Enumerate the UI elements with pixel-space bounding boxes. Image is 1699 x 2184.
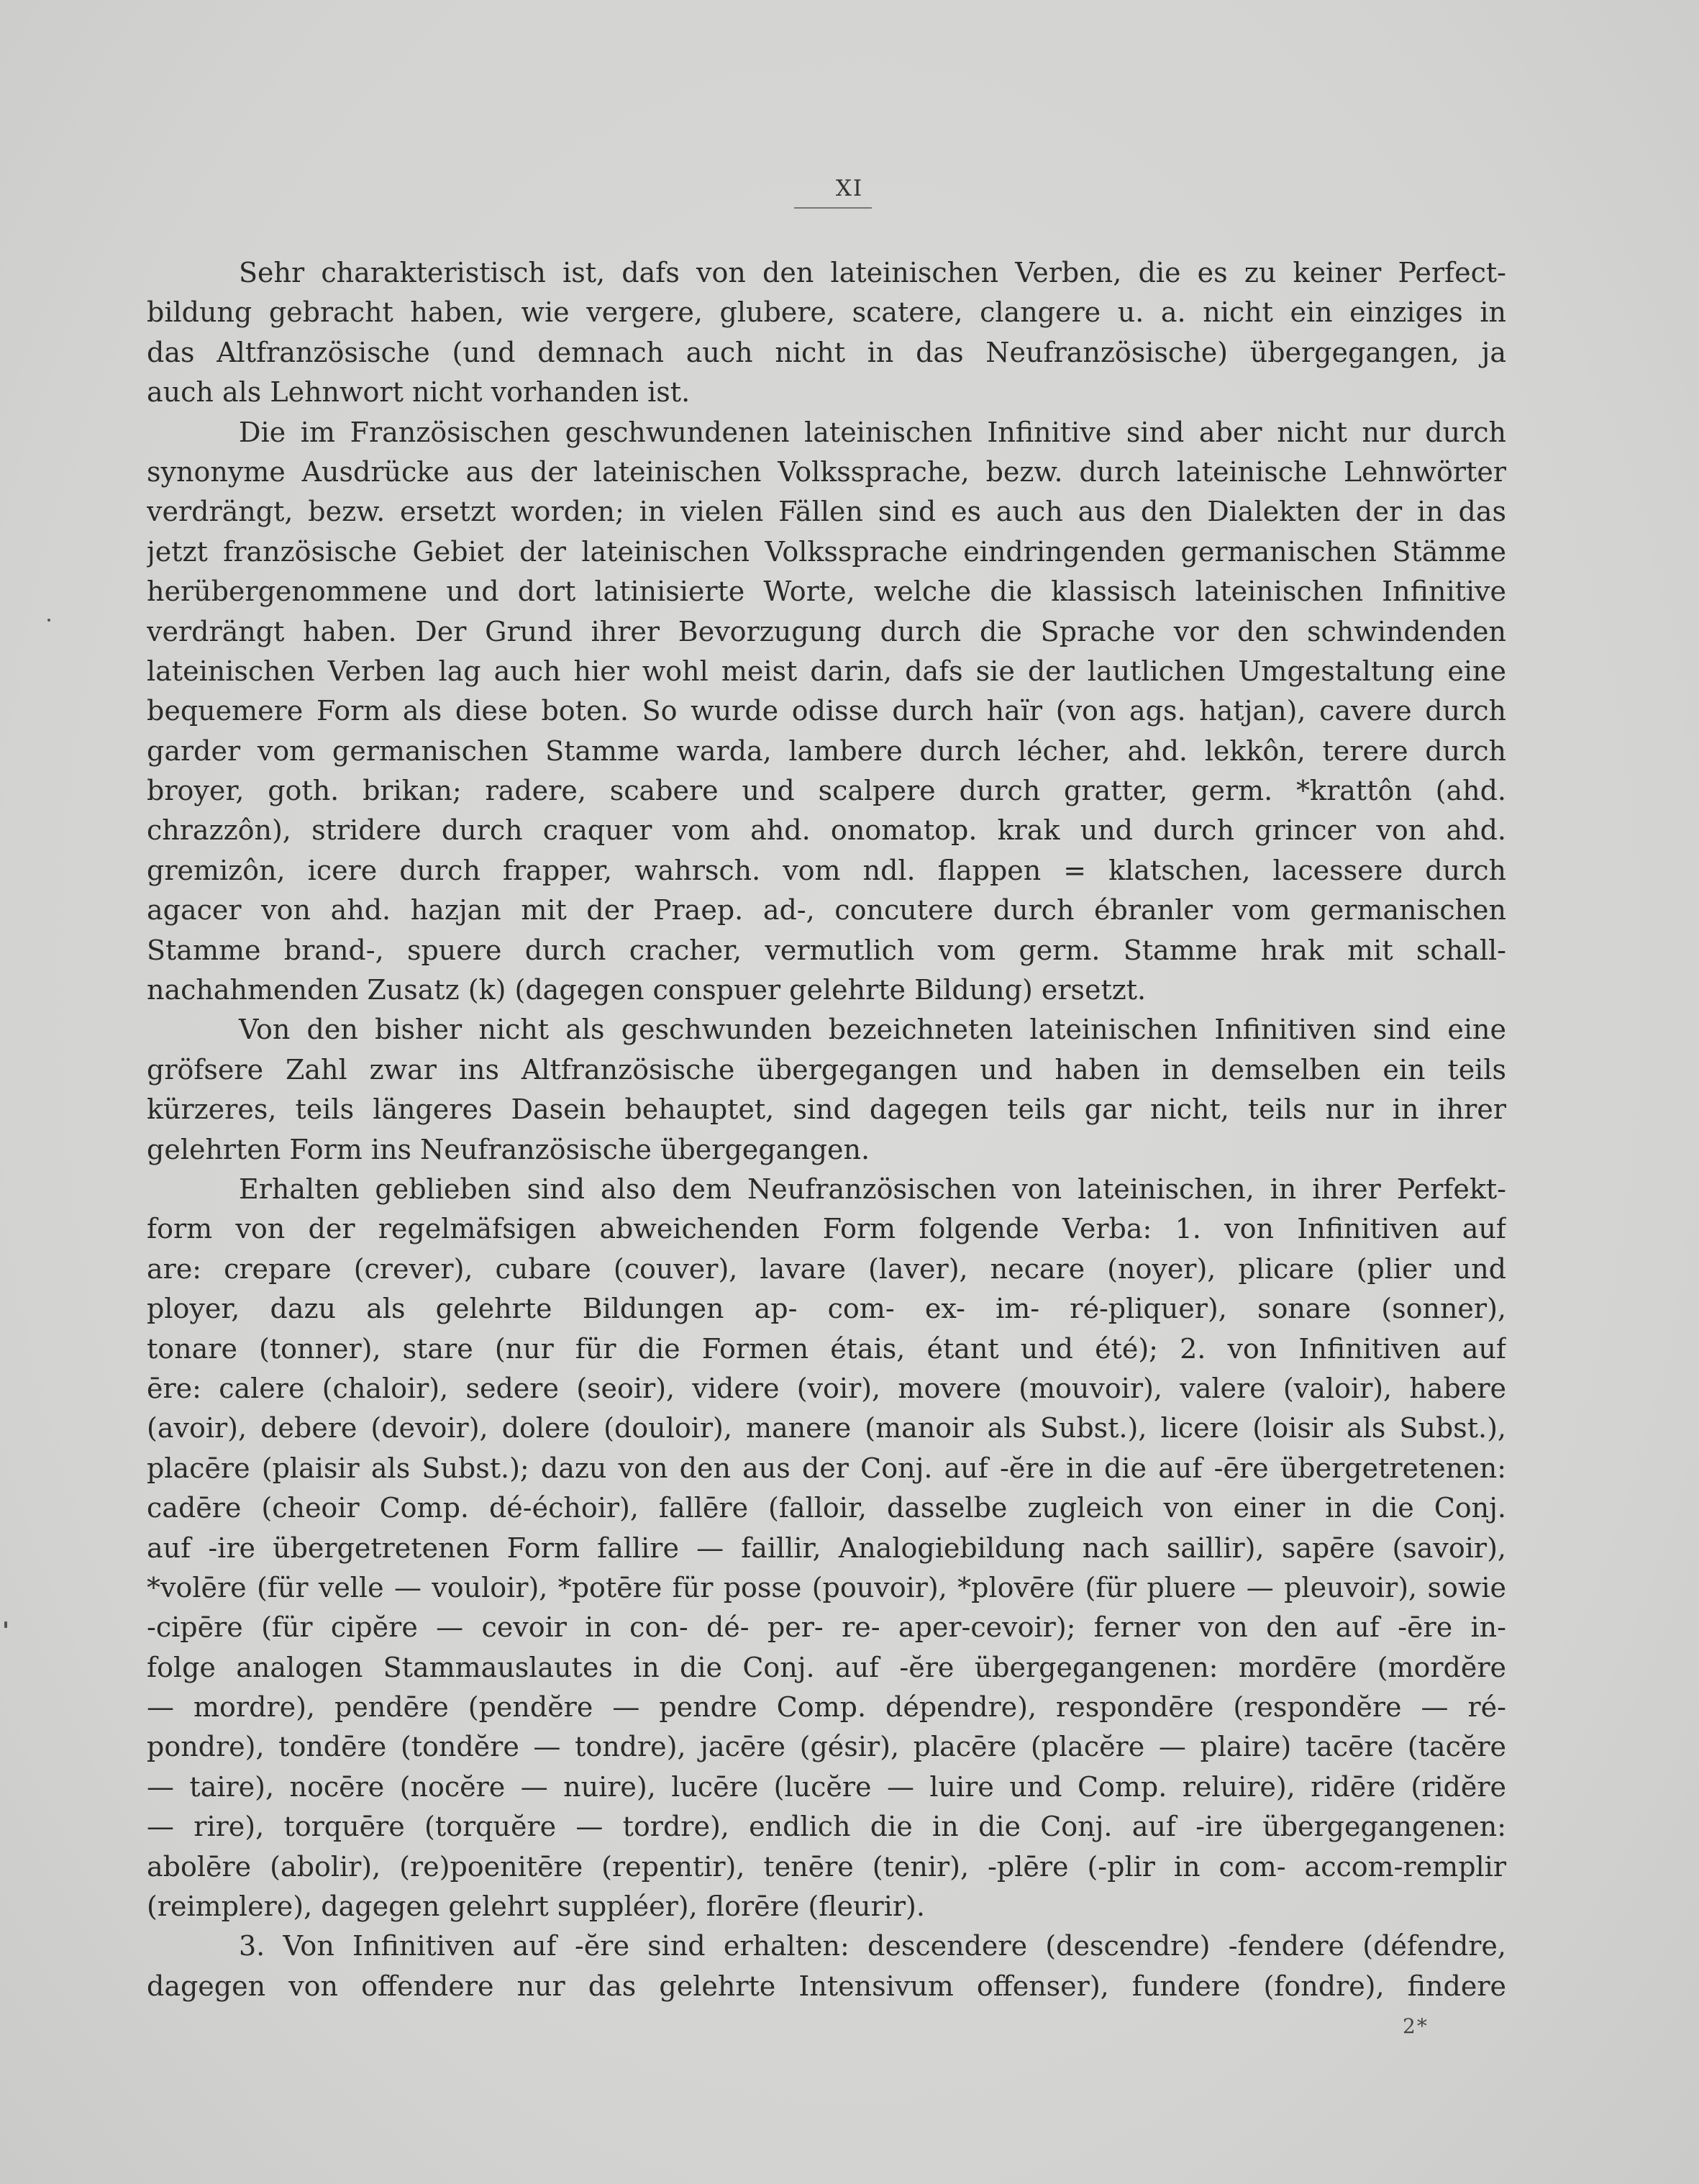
text-line: verdrängt haben. Der Grund ihrer Bevorzugung durch die Sprache vor den schwindenden xyxy=(147,615,1506,647)
text-line: tonare (tonner), stare (nur für die Formen étais, étant und été); 2. von Infinitiven auf xyxy=(147,1332,1506,1365)
scan-speck xyxy=(4,1621,7,1628)
text-line: abolēre (abolir), (re)poenitēre (repentir), tenēre (tenir), -plēre (-plir in com- accom-remplir xyxy=(147,1850,1506,1883)
text-line: verdrängt, bezw. ersetzt worden; in vielen Fällen sind es auch aus den Dialekten der in das xyxy=(147,496,1506,528)
text-line: Stamme brand-, spuere durch cracher, vermutlich vom germ. Stamme hrak mit schall- xyxy=(147,934,1506,966)
text-line: ployer, dazu als gelehrte Bildungen ap- com- ex- im- ré-pliquer), sonare (sonner), xyxy=(147,1293,1506,1325)
text-line: herübergenommene und dort latinisierte Worte, welche die klassisch lateinischen Infinitive xyxy=(147,575,1506,608)
text-line: broyer, goth. brikan; radere, scabere und scalpere durch gratter, germ. *krattôn (ahd. xyxy=(147,775,1506,807)
text-line: form von der regelmäfsigen abweichenden Form folgende Verba: 1. von Infinitiven auf xyxy=(147,1213,1506,1245)
text-line: placēre (plaisir als Subst.); dazu von den aus der Conj. auf -ĕre in die auf -ēre übergetretenen: xyxy=(147,1452,1506,1484)
text-line: Von den bisher nicht als geschwunden bezeichneten lateinischen Infinitiven sind eine xyxy=(239,1014,1506,1046)
body-text xyxy=(147,253,1506,2006)
text-line: das Altfranzösische (und demnach auch nicht in das Neufranzösische) übergegangen, ja xyxy=(147,336,1506,368)
text-line: gröfsere Zahl zwar ins Altfranzösische übergegangen und haben in demselben ein teils xyxy=(147,1053,1506,1086)
scan-speck xyxy=(47,619,50,622)
text-line: chrazzôn), stridere durch craquer vom ahd. onomatop. krak und durch grincer von ahd. xyxy=(147,814,1506,847)
text-line: kürzeres, teils längeres Dasein behauptet, sind dagegen teils gar nicht, teils nur in ihrer xyxy=(147,1093,1506,1126)
paragraph-3 xyxy=(147,1010,1506,1170)
text-line: -cipēre (für cipĕre — cevoir in con- dé- per- re- aper-cevoir); ferner von den auf -ēre in- xyxy=(147,1611,1506,1644)
paragraph-1 xyxy=(147,253,1506,413)
text-line: bildung gebracht haben, wie vergere, glubere, scatere, clangere u. a. nicht ein einziges in xyxy=(147,296,1506,329)
page-number: XI xyxy=(835,176,864,201)
paragraph-5 xyxy=(147,1926,1506,2006)
text-line: are: crepare (crever), cubare (couver), lavare (laver), necare (noyer), plicare (plier und xyxy=(147,1252,1506,1285)
text-line: — mordre), pendēre (pendĕre — pendre Comp. dépendre), respondēre (respondĕre — ré- xyxy=(147,1691,1506,1724)
text-line: gremizôn, icere durch frapper, wahrsch. vom ndl. flappen = klatschen, lacessere durch xyxy=(147,854,1506,886)
text-line: synonyme Ausdrücke aus der lateinischen Volkssprache, bezw. durch lateinische Lehnwörter xyxy=(147,455,1506,488)
text-line: Die im Französischen geschwundenen lateinischen Infinitive sind aber nicht nur durch xyxy=(239,416,1506,448)
text-line: lateinischen Verben lag auch hier wohl meist darin, dafs sie der lautlichen Umgestaltung eine xyxy=(147,655,1506,687)
text-line: pondre), tondēre (tondĕre — tondre), jacēre (gésir), placēre (placĕre — plaire) tacēre (tacĕre xyxy=(147,1731,1506,1763)
text-line: gelehrten Form ins Neufranzösische übergegangen. xyxy=(147,1133,870,1165)
text-line: bequemere Form als diese boten. So wurde odisse durch haïr (von ags. hatjan), cavere durch xyxy=(147,695,1506,727)
text-line: auf -ire übergetretenen Form fallire — faillir, Analogiebildung nach saillir), sapēre (savoir), xyxy=(147,1532,1506,1564)
text-line: nachahmenden Zusatz (k) (dagegen conspuer gelehrte Bildung) ersetzt. xyxy=(147,974,1147,1006)
text-line: — taire), nocēre (nocĕre — nuire), lucēre (lucĕre — luire und Comp. reluire), ridēre (ridĕre xyxy=(147,1770,1506,1803)
text-line: (avoir), debere (devoir), dolere (douloir), manere (manoir als Subst.), licere (loisir als Subst.), xyxy=(147,1412,1506,1444)
text-line: auch als Lehnwort nicht vorhanden ist. xyxy=(147,376,691,409)
text-line: dagegen von offendere nur das gelehrte Intensivum offenser), fundere (fondre), findere xyxy=(147,1970,1506,2002)
text-line: *volēre (für velle — vouloir), *potēre für posse (pouvoir), *plovēre (für pluere — pleuvoir), sowie xyxy=(147,1571,1506,1603)
text-line: — rire), torquēre (torquĕre — tordre), endlich die in die Conj. auf -ire übergegangenen: xyxy=(147,1811,1506,1843)
text-line: 3. Von Infinitiven auf -ĕre sind erhalten: descendere (descendre) -fendere (défendre, xyxy=(239,1930,1506,1962)
page-number-rule xyxy=(794,207,872,209)
text-line: garder vom germanischen Stamme warda, lambere durch lécher, ahd. lekkôn, terere durch xyxy=(147,734,1506,767)
text-line: Erhalten geblieben sind also dem Neufranzösischen von lateinischen, in ihrer Perfekt- xyxy=(239,1173,1506,1205)
text-line: jetzt französische Gebiet der lateinischen Volkssprache eindringenden germanischen Stämme xyxy=(147,535,1506,568)
text-line: ēre: calere (chaloir), sedere (seoir), videre (voir), movere (mouvoir), valere (valoir), habere xyxy=(147,1372,1506,1404)
text-line: Sehr charakteristisch ist, dafs von den lateinischen Verben, die es zu keiner Perfect- xyxy=(239,257,1506,288)
paragraph-4 xyxy=(147,1170,1506,1926)
text-line: (reimplere), dagegen gelehrt suppléer), florēre (fleurir). xyxy=(147,1890,925,1923)
text-line: folge analogen Stammauslautes in die Conj. auf -ĕre übergegangenen: mordēre (mordĕre xyxy=(147,1651,1506,1683)
paragraph-2 xyxy=(147,413,1506,1011)
signature-mark: 2* xyxy=(1403,2014,1429,2038)
text-line: cadēre (cheoir Comp. dé-échoir), fallēre (falloir, dasselbe zugleich von einer in die Conj. xyxy=(147,1492,1506,1524)
text-line: agacer von ahd. hazjan mit der Praep. ad-, concutere durch ébranler vom germanischen xyxy=(147,894,1506,927)
